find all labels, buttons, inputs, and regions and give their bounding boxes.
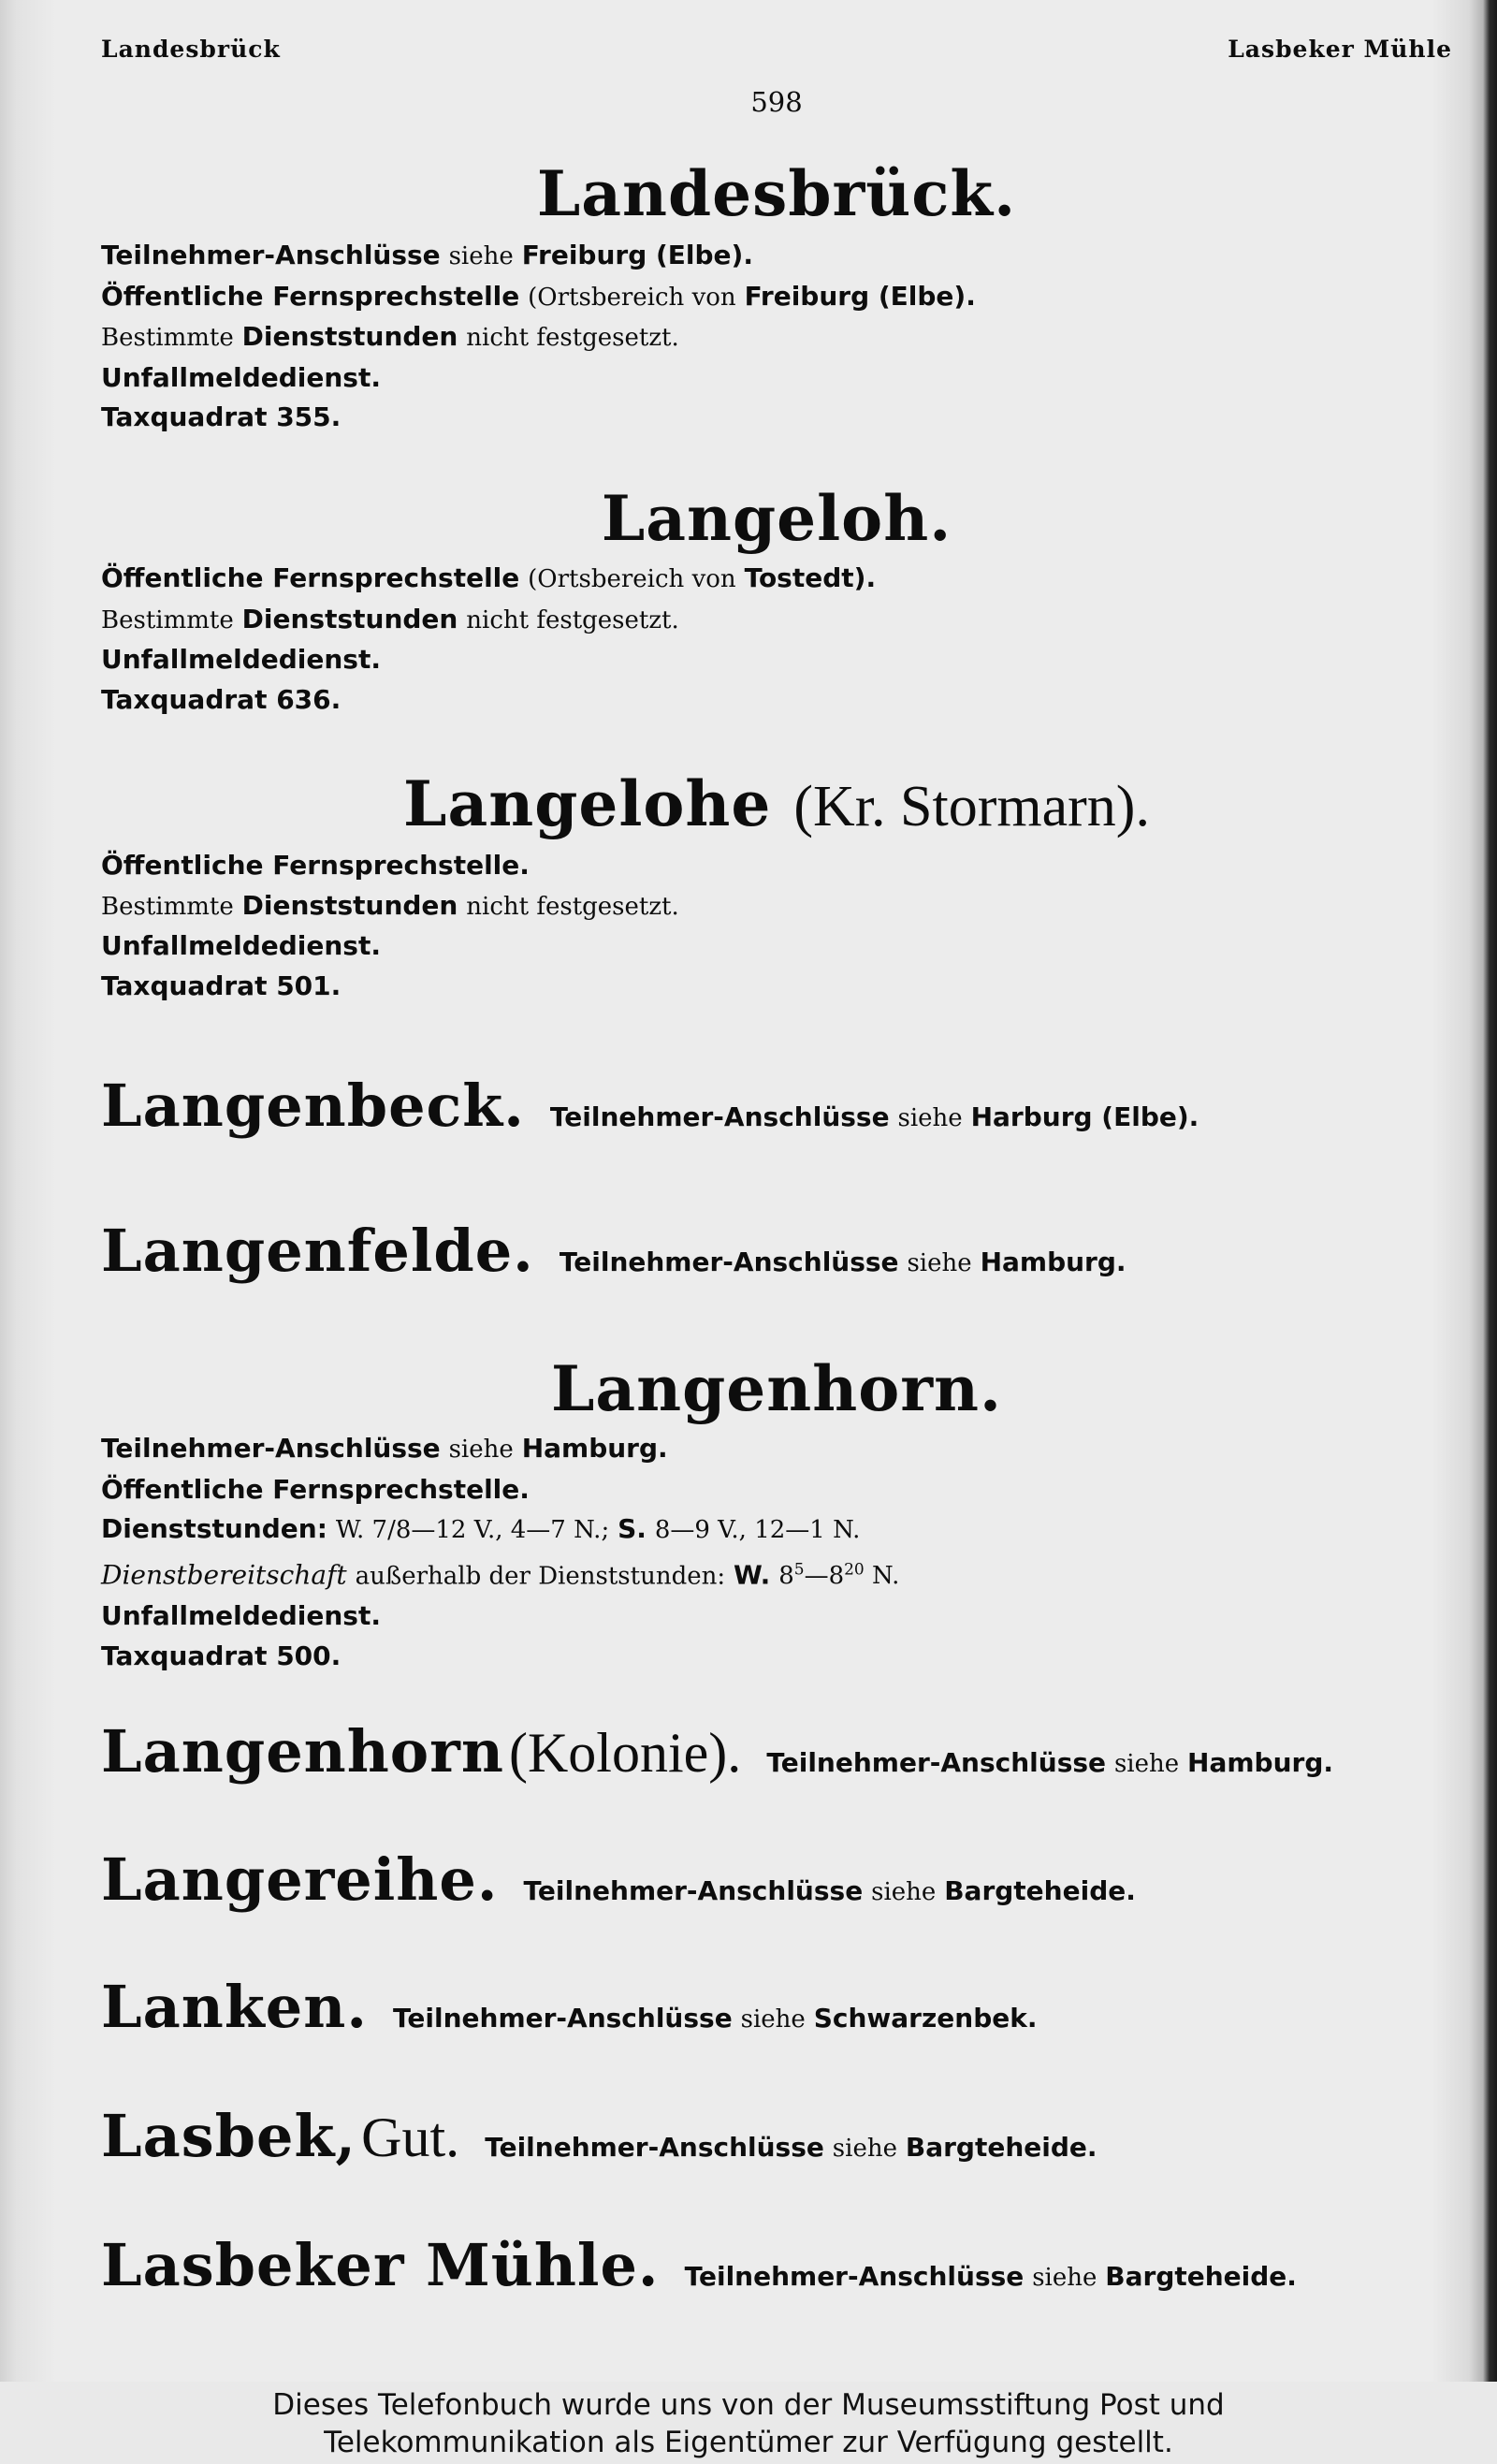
detail-line: Taxquadrat 636. [101,683,342,715]
page-number: 598 [750,86,803,118]
entry-details-langelohe [101,846,679,1006]
entry-lanken: Lanken. Teilnehmer-Anschlüsse siehe Schwarzenbek. [101,1973,1038,2041]
detail-line: Unfallmeldedienst. [101,1600,381,1632]
entry-lasbek-gut: Lasbek, Gut. Teilnehmer-Anschlüsse siehe Bargteheide. [101,2102,1097,2170]
detail-line: Unfallmeldedienst. [101,361,381,393]
detail-line: Unfallmeldedienst. [101,644,381,676]
footer-line: Dieses Telefonbuch wurde uns von der Museumsstiftung Post und [272,2388,1225,2422]
detail-line: Öffentliche Fernsprechstelle. [101,850,530,881]
entry-langenbeck: Langenbeck. Teilnehmer-Anschlüsse siehe Harburg (Elbe). [101,1072,1199,1140]
detail-line: Dienststunden: W. 7/8—12 V., 4—7 N.; S. 8—9 V., 12—1 N. [101,1513,861,1545]
detail-line: Bestimmte Dienststunden nicht festgesetzt. [101,321,679,353]
detail-line: Unfallmeldedienst. [101,930,381,962]
running-header-right: Lasbeker Mühle [1228,36,1452,63]
attribution-footer [0,2382,1497,2464]
entry-langenhorn-kolonie: Langenhorn (Kolonie). Teilnehmer-Anschlüsse siehe Hamburg. [101,1717,1334,1786]
detail-line: Taxquadrat 500. [101,1640,342,1671]
footer-line: Telekommunikation als Eigentümer zur Verfügung gestellt. [324,2426,1173,2459]
detail-line: Öffentliche Fernsprechstelle (Ortsbereich von Tostedt). [101,562,877,593]
detail-line: Bestimmte Dienststunden nicht festgesetzt. [101,603,679,634]
entry-details-landesbrueck [101,236,976,438]
entry-lasbeker-muehle: Lasbeker Mühle. Teilnehmer-Anschlüsse siehe Bargteheide. [101,2231,1297,2299]
detail-line: Öffentliche Fernsprechstelle (Ortsbereich von Freiburg (Elbe). [101,280,976,312]
detail-line: Teilnehmer-Anschlüsse siehe Freiburg (Elbe). [101,240,753,270]
entry-title-langeloh: Langeloh. [601,482,952,555]
entry-title-langenhorn: Langenhorn. [550,1352,1003,1425]
entry-details-langeloh [101,559,876,720]
detail-line: Dienstbereitschaft außerhalb der Dienststunden: W. $8^5—8^{20}$ N. [101,1559,900,1591]
detail-line: Teilnehmer-Anschlüsse siehe Hamburg. [101,1433,668,1464]
entry-title-langelohe: Langelohe (Kr. Stormarn). [403,767,1150,840]
running-header-left: Landesbrück [101,36,281,63]
entry-langereihe: Langereihe. Teilnehmer-Anschlüsse siehe Bargteheide. [101,1845,1136,1914]
entry-langenfelde: Langenfelde. Teilnehmer-Anschlüsse siehe Hamburg. [101,1217,1126,1285]
detail-line: Bestimmte Dienststunden nicht festgesetzt. [101,889,679,921]
detail-line: Taxquadrat 501. [101,970,342,1001]
detail-line: Öffentliche Fernsprechstelle. [101,1473,530,1505]
entry-title-landesbrueck: Landesbrück. [536,157,1017,230]
detail-line: Taxquadrat 355. [101,401,342,433]
entry-details-langenhorn [101,1429,899,1676]
